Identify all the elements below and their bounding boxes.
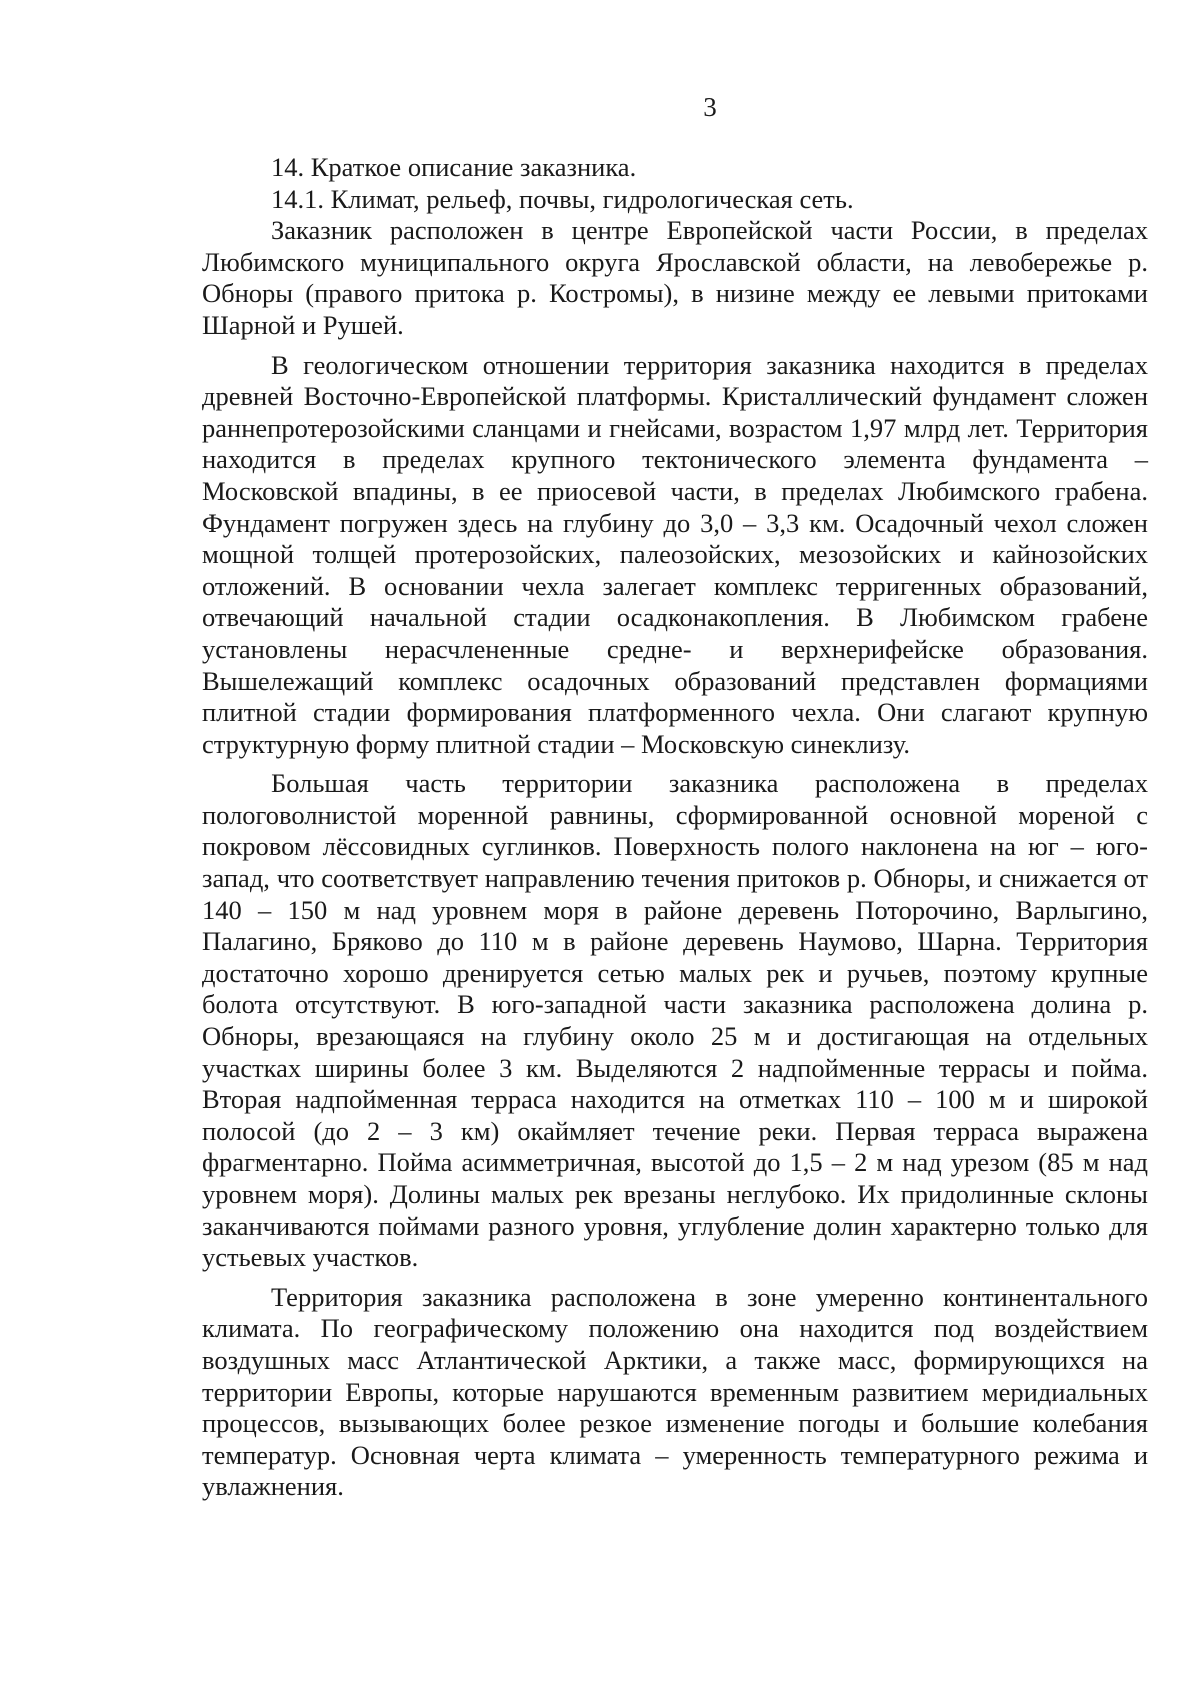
section-heading: 14. Краткое описание заказника.	[271, 152, 637, 182]
paragraph-relief: Большая часть территории заказника расположена в пределах пологоволнистой моренной равнины, сформированной основной мореной с покровом лёссовидных суглинков. Поверхность полого наклонена на юг – юго-запад, что соответствует направлению течения притоков р. Обноры, и снижается от 140 – 150 м над уровнем моря в районе деревень Поторочино, Варлыгино, Палагино, Бряково до 110 м в районе деревень Наумово, Шарна. Территория достаточно хорошо дренируется сетью малых рек и ручьев, поэтому крупные болота отсутствуют. В юго-западной части заказника расположена долина р. Обноры, врезающаяся на глубину около 25 м и достигающая на отдельных участках ширины более 3 км. Выделяются 2 надпойменные террасы и пойма. Вторая надпойменная терраса находится на отметках 110 – 100 м и широкой полосой (до 2 – 3 км) окаймляет течение реки. Первая терраса выражена фрагментарно. Пойма асимметричная, высотой до 1,5 – 2 м над урезом (85 м над уровнем моря). Долины малых рек врезаны неглубоко. Их придолинные склоны заканчиваются поймами разного уровня, углубление долин характерно только для устьевых участков.	[202, 768, 1148, 1273]
paragraph-geology: В геологическом отношении территория заказника находится в пределах древней Восточно-Европейской платформы. Кристаллический фундамент сложен раннепротерозойскими сланцами и гнейсами, возрастом 1,97 млрд лет. Территория находится в пределах крупного тектонического элемента фундамента – Московской впадины, в ее приосевой части, в пределах Любимского грабена. Фундамент погружен здесь на глубину до 3,0 – 3,3 км. Осадочный чехол сложен мощной толщей протерозойских, палеозойских, мезозойских и кайнозойских отложений. В основании чехла залегает комплекс терригенных образований, отвечающий начальной стадии осадконакопления. В Любимском грабене установлены нерасчлененные средне- и верхнерифейске образования. Вышележащий комплекс осадочных образований представлен формациями плитной стадии формирования платформенного чехла. Они слагают крупную структурную форму плитной стадии – Московскую синеклизу.	[202, 349, 1148, 759]
subsection-heading: 14.1. Климат, рельеф, почвы, гидрологическая сеть.	[271, 183, 854, 214]
document-body	[202, 152, 1148, 1503]
paragraph-climate: Территория заказника расположена в зоне умеренно континентального климата. По географическому положению она находится под воздействием воздушных масс Атлантической Арктики, а также масс, формирующихся на территории Европы, которые нарушаются временным развитием меридиальных процессов, вызывающих более резкое изменение погоды и большие колебания температур. Основная черта климата – умеренность температурного режима и увлажнения.	[202, 1281, 1148, 1502]
paragraph-location: Заказник расположен в центре Европейской части России, в пределах Любимского муниципального округа Ярославской области, на левобережье р. Обноры (правого притока р. Костромы), в низине между ее левыми притоками Шарной и Рушей.	[202, 215, 1148, 340]
page-number: 3	[703, 92, 717, 122]
